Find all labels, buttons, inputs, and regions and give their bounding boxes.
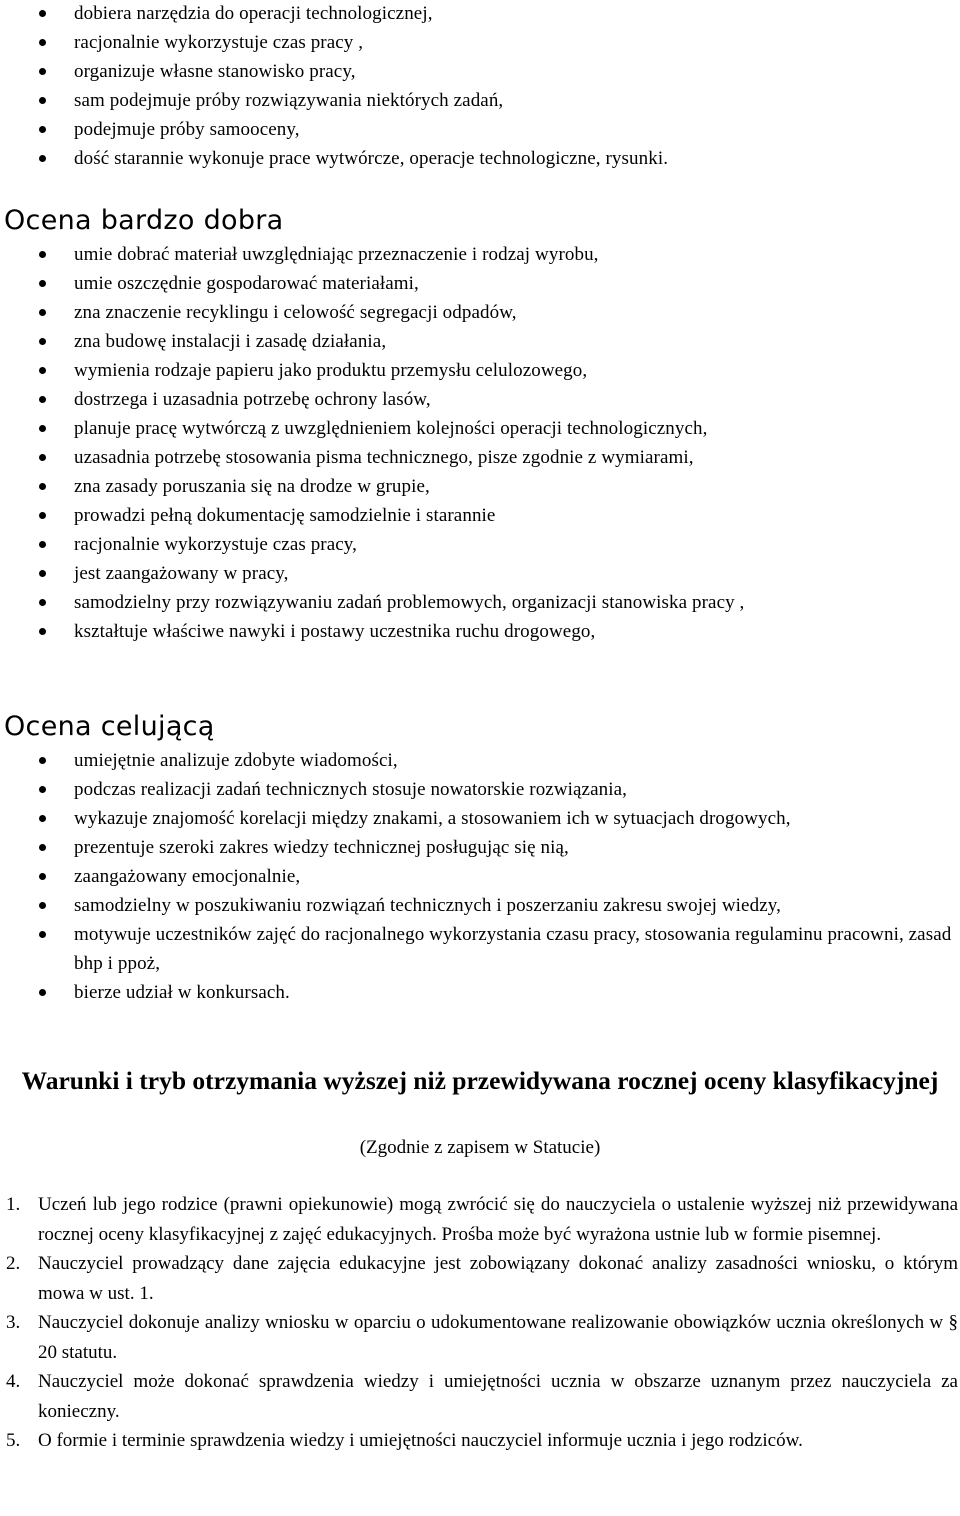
list-item: samodzielny przy rozwiązywaniu zadań problemowych, organizacji stanowiska pracy ,: [0, 588, 960, 617]
warunki-numbered-list: [0, 1190, 960, 1456]
item-number: 5.: [6, 1430, 21, 1451]
item-number: 1.: [6, 1194, 21, 1215]
numbered-item: [0, 1190, 960, 1249]
warunki-title: Warunki i tryb otrzymania wyższej niż przewidywana rocznej oceny klasyfikacyjnej: [21, 1066, 939, 1095]
list-item: kształtuje właściwe nawyki i postawy uczestnika ruchu drogowego,: [0, 617, 960, 646]
item-text: O formie i terminie sprawdzenia wiedzy i umiejętności nauczyciel informuje ucznia i jego rodziców.: [38, 1430, 803, 1451]
list-item: jest zaangażowany w pracy,: [0, 559, 960, 588]
bardzo-dobra-criteria-list: [0, 240, 960, 646]
list-item: podejmuje próby samooceny,: [0, 115, 960, 144]
list-item: umie oszczędnie gospodarować materiałami,: [0, 269, 960, 298]
item-number: 3.: [6, 1312, 21, 1333]
item-number: 4.: [6, 1371, 21, 1392]
list-item: zaangażowany emocjonalnie,: [0, 862, 960, 891]
list-item: prowadzi pełną dokumentację samodzielnie i starannie: [0, 501, 960, 530]
celujaca-criteria-list: [0, 746, 960, 1007]
list-item: motywuje uczestników zajęć do racjonalnego wykorzystania czasu pracy, stosowania regulaminu pracowni, zasad bhp i ppoż,: [0, 920, 960, 978]
numbered-item: [0, 1426, 960, 1456]
list-item: planuje pracę wytwórczą z uwzględnieniem kolejności operacji technologicznych,: [0, 414, 960, 443]
list-item: samodzielny w poszukiwaniu rozwiązań technicznych i poszerzaniu zakresu swojej wiedzy,: [0, 891, 960, 920]
list-item: sam podejmuje próby rozwiązywania niektórych zadań,: [0, 86, 960, 115]
item-number: 2.: [6, 1253, 21, 1274]
list-item: wykazuje znajomość korelacji między znakami, a stosowaniem ich w sytuacjach drogowych,: [0, 804, 960, 833]
numbered-item: [0, 1249, 960, 1308]
intro-criteria-list: [0, 0, 960, 173]
list-item: zna budowę instalacji i zasadę działania,: [0, 327, 960, 356]
item-text: Nauczyciel prowadzący dane zajęcia edukacyjne jest zobowiązany dokonać analizy zasadności wniosku, o którym mowa w ust. 1.: [38, 1253, 958, 1304]
numbered-item: [0, 1367, 960, 1426]
heading-ocena-celujaca: Ocena celującą: [4, 711, 215, 742]
list-item: uzasadnia potrzebę stosowania pisma technicznego, pisze zgodnie z wymiarami,: [0, 443, 960, 472]
list-item: dobiera narzędzia do operacji technologicznej,: [0, 0, 960, 28]
list-item: dostrzega i uzasadnia potrzebę ochrony lasów,: [0, 385, 960, 414]
list-item: podczas realizacji zadań technicznych stosuje nowatorskie rozwiązania,: [0, 775, 960, 804]
item-text: Nauczyciel może dokonać sprawdzenia wiedzy i umiejętności ucznia w obszarze uznanym przez nauczyciela za konieczny.: [38, 1371, 958, 1422]
list-item: racjonalnie wykorzystuje czas pracy,: [0, 530, 960, 559]
list-item: organizuje własne stanowisko pracy,: [0, 57, 960, 86]
list-item: racjonalnie wykorzystuje czas pracy ,: [0, 28, 960, 57]
numbered-item: [0, 1308, 960, 1367]
list-item: prezentuje szeroki zakres wiedzy technicznej posługując się nią,: [0, 833, 960, 862]
list-item: zna zasady poruszania się na drodze w grupie,: [0, 472, 960, 501]
item-text: Nauczyciel dokonuje analizy wniosku w oparciu o udokumentowane realizowanie obowiązków ucznia określonych w § 20 statutu.: [38, 1312, 958, 1363]
list-item: umie dobrać materiał uwzględniając przeznaczenie i rodzaj wyrobu,: [0, 240, 960, 269]
list-item: bierze udział w konkursach.: [0, 978, 960, 1007]
list-item: wymienia rodzaje papieru jako produktu przemysłu celulozowego,: [0, 356, 960, 385]
list-item: dość starannie wykonuje prace wytwórcze, operacje technologiczne, rysunki.: [0, 144, 960, 173]
list-item: zna znaczenie recyklingu i celowość segregacji odpadów,: [0, 298, 960, 327]
item-text: Uczeń lub jego rodzice (prawni opiekunowie) mogą zwrócić się do nauczyciela o ustalenie wyższej niż przewidywana rocznej oceny klasyfikacyjnej z zajęć edukacyjnych. Prośba może być wyrażona ustnie lub w formie pisemnej.: [38, 1194, 958, 1245]
list-item: umiejętnie analizuje zdobyte wiadomości,: [0, 746, 960, 775]
heading-ocena-bardzo-dobra: Ocena bardzo dobra: [4, 205, 284, 236]
warunki-subtitle: (Zgodnie z zapisem w Statucie): [359, 1137, 601, 1158]
